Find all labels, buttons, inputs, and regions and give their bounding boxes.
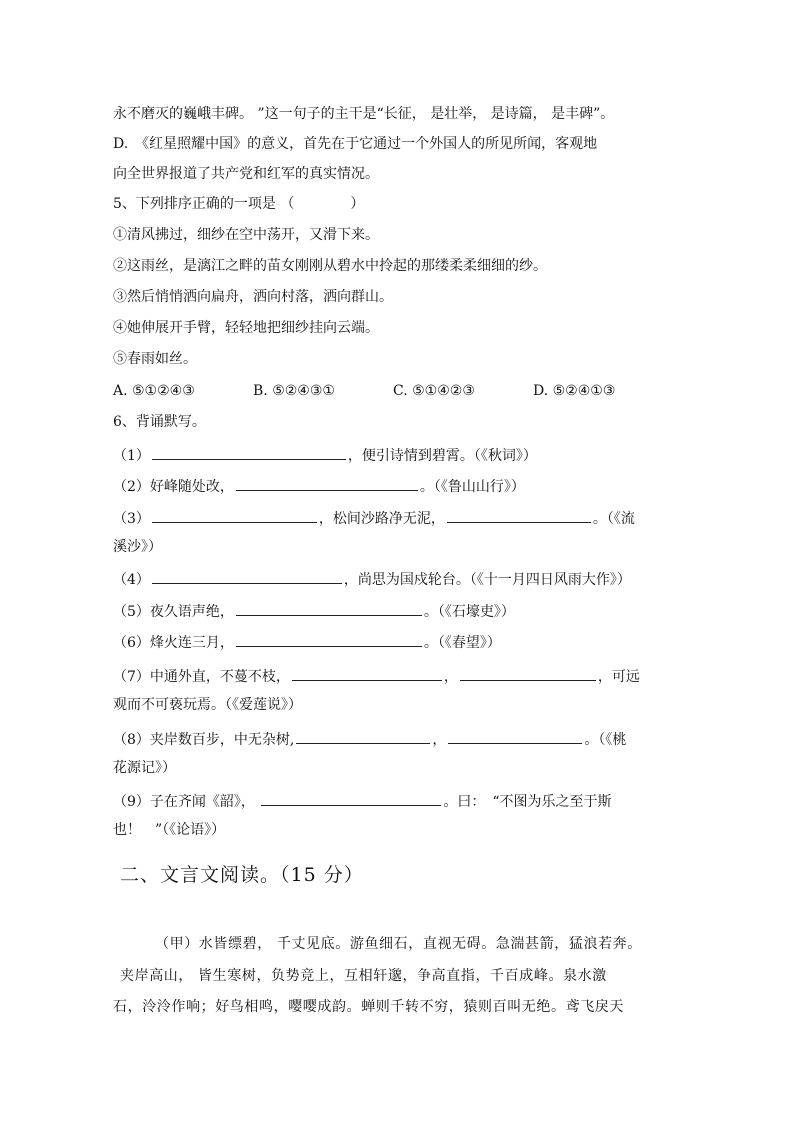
q5-options bbox=[113, 381, 678, 401]
q6-item-3-prefix: （3） bbox=[113, 511, 150, 527]
q6-item-8-prefix: （8）夹岸数百步，中无杂树, bbox=[113, 732, 295, 748]
q6-item-4-prefix: （4） bbox=[113, 572, 150, 588]
section-2-heading: 二、文言文阅读。（15 分） bbox=[120, 864, 364, 886]
q6-item-7-blank-1[interactable] bbox=[292, 665, 442, 681]
q6-item-7-blank-2[interactable] bbox=[460, 665, 596, 681]
q6-item-2-prefix: （2）好峰随处改， bbox=[113, 479, 234, 495]
q5-item-5: ⑤春雨如丝。 bbox=[113, 351, 197, 367]
q6-item-3 bbox=[113, 507, 678, 529]
q6-item-7-prefix: （7）中通外直，不蔓不枝， bbox=[113, 669, 290, 685]
q6-item-4 bbox=[113, 568, 678, 590]
q5-option-a: A. ⑤①②④③ bbox=[113, 383, 195, 399]
q5-item-2: ②这雨丝，是漓江之畔的苗女刚刚从碧水中拎起的那缕柔柔细细的纱。 bbox=[113, 258, 547, 274]
q5-item-1: ①清风拂过，细纱在空中荡开，又滑下来。 bbox=[113, 227, 379, 243]
q6-item-7-continuation: 观而不可亵玩焉。（《爱莲说》） bbox=[113, 697, 302, 713]
q6-item-8-middle: ， bbox=[432, 732, 447, 748]
q6-item-9-prefix: （9）子在齐闻《韶》， bbox=[113, 794, 260, 810]
passage-line-1: （甲）水皆缥碧， 千丈见底。游鱼细石，直视无碍。急湍甚箭，猛浪若奔。 bbox=[155, 936, 642, 952]
q6-item-7-middle: ， bbox=[443, 669, 458, 685]
q6-item-3-blank-1[interactable] bbox=[152, 507, 317, 523]
q6-item-4-blank[interactable] bbox=[152, 568, 342, 584]
q6-item-4-suffix: ，尚思为国戍轮台。（《十一月四日风雨大作》） bbox=[343, 572, 631, 588]
q6-item-2 bbox=[113, 475, 678, 497]
q4-option-d-line-2: 向全世界报道了共产党和红军的真实情况。 bbox=[113, 166, 379, 182]
q6-item-8 bbox=[113, 728, 678, 750]
q6-item-8-blank-1[interactable] bbox=[296, 728, 430, 744]
q5-option-c: C. ⑤①④②③ bbox=[393, 383, 475, 399]
q6-item-6-blank[interactable] bbox=[236, 631, 422, 647]
q6-item-5-blank[interactable] bbox=[236, 600, 422, 616]
q6-item-9 bbox=[113, 790, 678, 812]
q6-item-2-blank[interactable] bbox=[236, 475, 418, 491]
q6-item-3-suffix: 。（《流 bbox=[592, 511, 635, 527]
q6-item-1 bbox=[113, 444, 678, 466]
q6-item-6-prefix: （6）烽火连三月， bbox=[113, 635, 234, 651]
q6-item-5 bbox=[113, 600, 678, 622]
q5-item-3: ③然后悄悄洒向扁舟，洒向村落，洒向群山。 bbox=[113, 289, 393, 305]
passage-line-2: 夹岸高山， 皆生寒树，负势竞上，互相轩邈，争高直指，千百成峰。泉水激 bbox=[120, 968, 607, 984]
q6-item-3-middle: ，松间沙路净无泥， bbox=[318, 511, 445, 527]
q6-item-1-prefix: （1） bbox=[113, 448, 150, 464]
q5-item-4: ④她伸展开手臂，轻轻地把细纱挂向云端。 bbox=[113, 320, 379, 336]
q6-item-7-suffix: ，可远 bbox=[597, 669, 640, 685]
q5-option-b: B. ⑤②④③① bbox=[253, 383, 335, 399]
q5-option-d: D. ⑤②④①③ bbox=[533, 383, 616, 399]
q6-item-9-continuation: 也！ ”（《论语》） bbox=[113, 822, 226, 838]
q6-item-9-blank[interactable] bbox=[261, 790, 441, 806]
q4-option-d-line-1: D. 《红星照耀中国》的意义，首先在于它通过一个外国人的所见所闻，客观地 bbox=[113, 136, 598, 152]
q6-item-2-suffix: 。（《鲁山山行》） bbox=[419, 479, 525, 495]
q6-item-7 bbox=[113, 665, 678, 687]
q6-item-3-continuation: 溪沙》） bbox=[113, 539, 162, 555]
q6-item-6-suffix: 。（《春望》） bbox=[423, 635, 501, 651]
q5-stem: 5、下列排序正确的一项是 （ ） bbox=[113, 196, 365, 212]
q6-item-3-blank-2[interactable] bbox=[447, 507, 591, 523]
q6-stem: 6、背诵默写。 bbox=[113, 414, 206, 430]
q6-item-1-suffix: ，便引诗情到碧霄。（《秋词》） bbox=[347, 448, 537, 464]
passage-line-3: 石，泠泠作响；好鸟相鸣，嘤嘤成韵。蝉则千转不穷，猿则百叫无绝。鸢飞戾天 bbox=[113, 999, 624, 1015]
q6-item-6 bbox=[113, 631, 678, 653]
q6-item-8-suffix: 。（《桃 bbox=[584, 732, 627, 748]
q6-item-1-blank[interactable] bbox=[152, 444, 346, 460]
q6-item-5-prefix: （5）夜久语声绝， bbox=[113, 604, 234, 620]
q6-item-8-blank-2[interactable] bbox=[448, 728, 582, 744]
q6-item-5-suffix: 。（《石壕吏》） bbox=[423, 604, 515, 620]
q6-item-9-suffix: 。曰： “不图为乐之至于斯 bbox=[443, 794, 612, 810]
q4-line-1: 永不磨灭的巍峨丰碑。 ”这一句子的主干是“长征， 是壮举， 是诗篇， 是丰碑”。 bbox=[113, 106, 615, 122]
q6-item-8-continuation: 花源记》） bbox=[113, 760, 176, 776]
